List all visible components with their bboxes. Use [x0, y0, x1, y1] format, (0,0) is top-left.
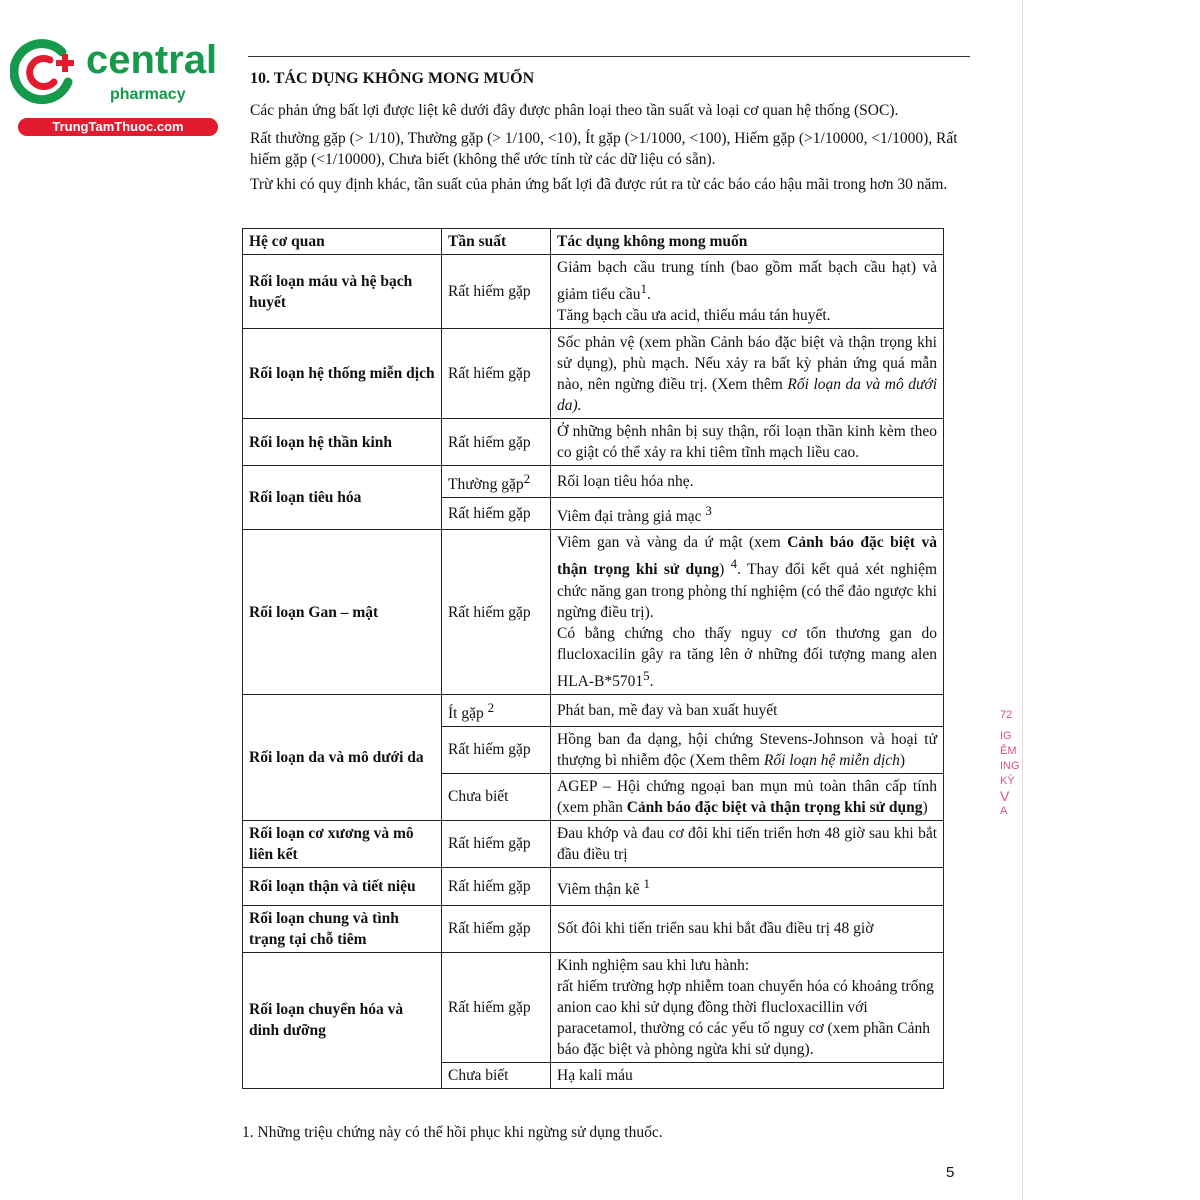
organ-cell: Rối loạn thận và tiết niệu: [243, 867, 442, 905]
organ-cell: Rối loạn da và mô dưới da: [243, 694, 442, 820]
table-row: [243, 952, 944, 1062]
organ-cell: Rối loạn hệ thần kinh: [243, 419, 442, 466]
effect-cell: Hồng ban đa dạng, hội chứng Stevens-Johnson và hoại tử thượng bì nhiễm độc (Xem thêm Rối loạn hệ miễn dịch): [551, 726, 944, 773]
frequency-cell: Ít gặp $^2$: [442, 694, 551, 726]
effect-cell: Sốc phản vệ (xem phần Cảnh báo đặc biệt và thận trọng khi sử dụng), phù mạch. Nếu xảy ra bất kỳ phản ứng quá mẫn nào, nên ngừng điều trị. (Xem thêm Rối loạn da và mô dưới da).: [551, 329, 944, 419]
frequency-cell: Rất hiếm gặp: [442, 820, 551, 867]
organ-cell: Rối loạn chuyển hóa và dinh dưỡng: [243, 952, 442, 1088]
table-row: [243, 530, 944, 694]
effect-cell: Viêm thận kẽ $^1$: [551, 867, 944, 905]
header-effect: Tác dụng không mong muốn: [551, 229, 944, 255]
frequency-cell: Rất hiếm gặp: [442, 905, 551, 952]
effect-cell: AGEP – Hội chứng ngoại ban mụn mủ toàn thân cấp tính (xem phần Cảnh báo đặc biệt và thận trọng khi sử dụng): [551, 773, 944, 820]
effect-cell: Ở những bệnh nhân bị suy thận, rối loạn thần kinh kèm theo co giật có thể xảy ra khi tiêm tĩnh mạch liều cao.: [551, 419, 944, 466]
table-row: [243, 694, 944, 726]
logo-subtitle: pharmacy: [110, 86, 186, 103]
effect-cell: Giảm bạch cầu trung tính (bao gồm mất bạch cầu hạt) và giảm tiểu cầu$^1$. Tăng bạch cầu ưa acid, thiếu máu tán huyết.: [551, 255, 944, 329]
frequency-cell: Rất hiếm gặp: [442, 498, 551, 530]
organ-cell: Rối loạn cơ xương và mô liên kết: [243, 820, 442, 867]
frequency-cell: Rất hiếm gặp: [442, 419, 551, 466]
table-row: [243, 820, 944, 867]
frequency-definition: Rất thường gặp (> 1/10), Thường gặp (> 1/100, <10), Ít gặp (>1/1000, <100), Hiếm gặp (>1/10000, <1/1000), Rất hiếm gặp (<1/10000), Chưa biết (không thể ước tính từ các dữ liệu có sẵn).: [250, 130, 958, 168]
frequency-cell: Chưa biết: [442, 773, 551, 820]
central-pharmacy-logo: [10, 36, 218, 136]
logo-mark-icon: [10, 36, 82, 108]
red-stamp-fragment: 72 IG ÊM ING KỲ V A: [1000, 709, 1020, 817]
frequency-cell: Chưa biết: [442, 1062, 551, 1088]
footnote: 1. Những triệu chứng này có thể hồi phục khi ngừng sử dụng thuốc.: [242, 1124, 663, 1141]
frequency-cell: Rất hiếm gặp: [442, 952, 551, 1062]
intro-paragraph: Các phản ứng bất lợi được liệt kê dưới đây được phân loại theo tần suất và loại cơ quan hệ thống (SOC).: [250, 102, 899, 119]
frequency-cell: Thường gặp$^2$: [442, 466, 551, 498]
header-frequency: Tần suất: [442, 229, 551, 255]
frequency-cell: Rất hiếm gặp: [442, 255, 551, 329]
effect-cell: Viêm đại tràng giả mạc $^3$: [551, 498, 944, 530]
effect-cell: Đau khớp và đau cơ đôi khi tiến triển hơn 48 giờ sau khi bắt đầu điều trị: [551, 820, 944, 867]
frequency-cell: Rất hiếm gặp: [442, 867, 551, 905]
effect-cell: Hạ kali máu: [551, 1062, 944, 1088]
table-row: [243, 329, 944, 419]
table-row: [243, 905, 944, 952]
organ-cell: Rối loạn máu và hệ bạch huyết: [243, 255, 442, 329]
data-source-note: Trừ khi có quy định khác, tần suất của phản ứng bất lợi đã được rút ra từ các báo cáo hậu mãi trong hơn 30 năm.: [250, 176, 948, 193]
organ-cell: Rối loạn chung và tình trạng tại chỗ tiêm: [243, 905, 442, 952]
page-edge-line: [1022, 0, 1023, 1200]
table-row: [243, 419, 944, 466]
top-rule: [248, 56, 970, 57]
table-row: [243, 867, 944, 905]
effect-cell: Rối loạn tiêu hóa nhẹ.: [551, 466, 944, 498]
header-organ: Hệ cơ quan: [243, 229, 442, 255]
logo-banner[interactable]: TrungTamThuoc.com: [18, 118, 218, 136]
organ-cell: Rối loạn Gan – mật: [243, 530, 442, 694]
section-title: 10. TÁC DỤNG KHÔNG MONG MUỐN: [250, 70, 535, 87]
adverse-effects-table: [242, 228, 944, 1089]
effect-cell: Kinh nghiệm sau khi lưu hành: rất hiếm trường hợp nhiễm toan chuyển hóa có khoảng trống anion cao khi sử dụng đồng thời flucloxacillin với paracetamol, thường có các yếu tố nguy cơ (xem phần Cảnh báo đặc biệt và phòng ngừa khi sử dụng).: [551, 952, 944, 1062]
frequency-cell: Rất hiếm gặp: [442, 726, 551, 773]
page-number: 5: [946, 1164, 955, 1181]
table-row: [243, 255, 944, 329]
frequency-cell: Rất hiếm gặp: [442, 329, 551, 419]
organ-cell: Rối loạn tiêu hóa: [243, 466, 442, 530]
table-row: [243, 466, 944, 498]
effect-cell: Phát ban, mề đay và ban xuất huyết: [551, 694, 944, 726]
table-header-row: [243, 229, 944, 255]
frequency-cell: Rất hiếm gặp: [442, 530, 551, 694]
effect-cell: Viêm gan và vàng da ứ mật (xem Cảnh báo đặc biệt và thận trọng khi sử dụng) $^4$. Thay đổi kết quả xét nghiệm chức năng gan trong phòng thí nghiệm (có thể đảo ngược khi ngừng điều trị). Có bằng chứng cho thấy nguy cơ tổn thương gan do flucloxacilin gây ra tăng lên ở những đối tượng mang alen HLA-B*5701$^5$.: [551, 530, 944, 694]
organ-cell: Rối loạn hệ thống miễn dịch: [243, 329, 442, 419]
effect-cell: Sốt đôi khi tiến triển sau khi bắt đầu điều trị 48 giờ: [551, 905, 944, 952]
logo-brand: central: [86, 38, 218, 82]
